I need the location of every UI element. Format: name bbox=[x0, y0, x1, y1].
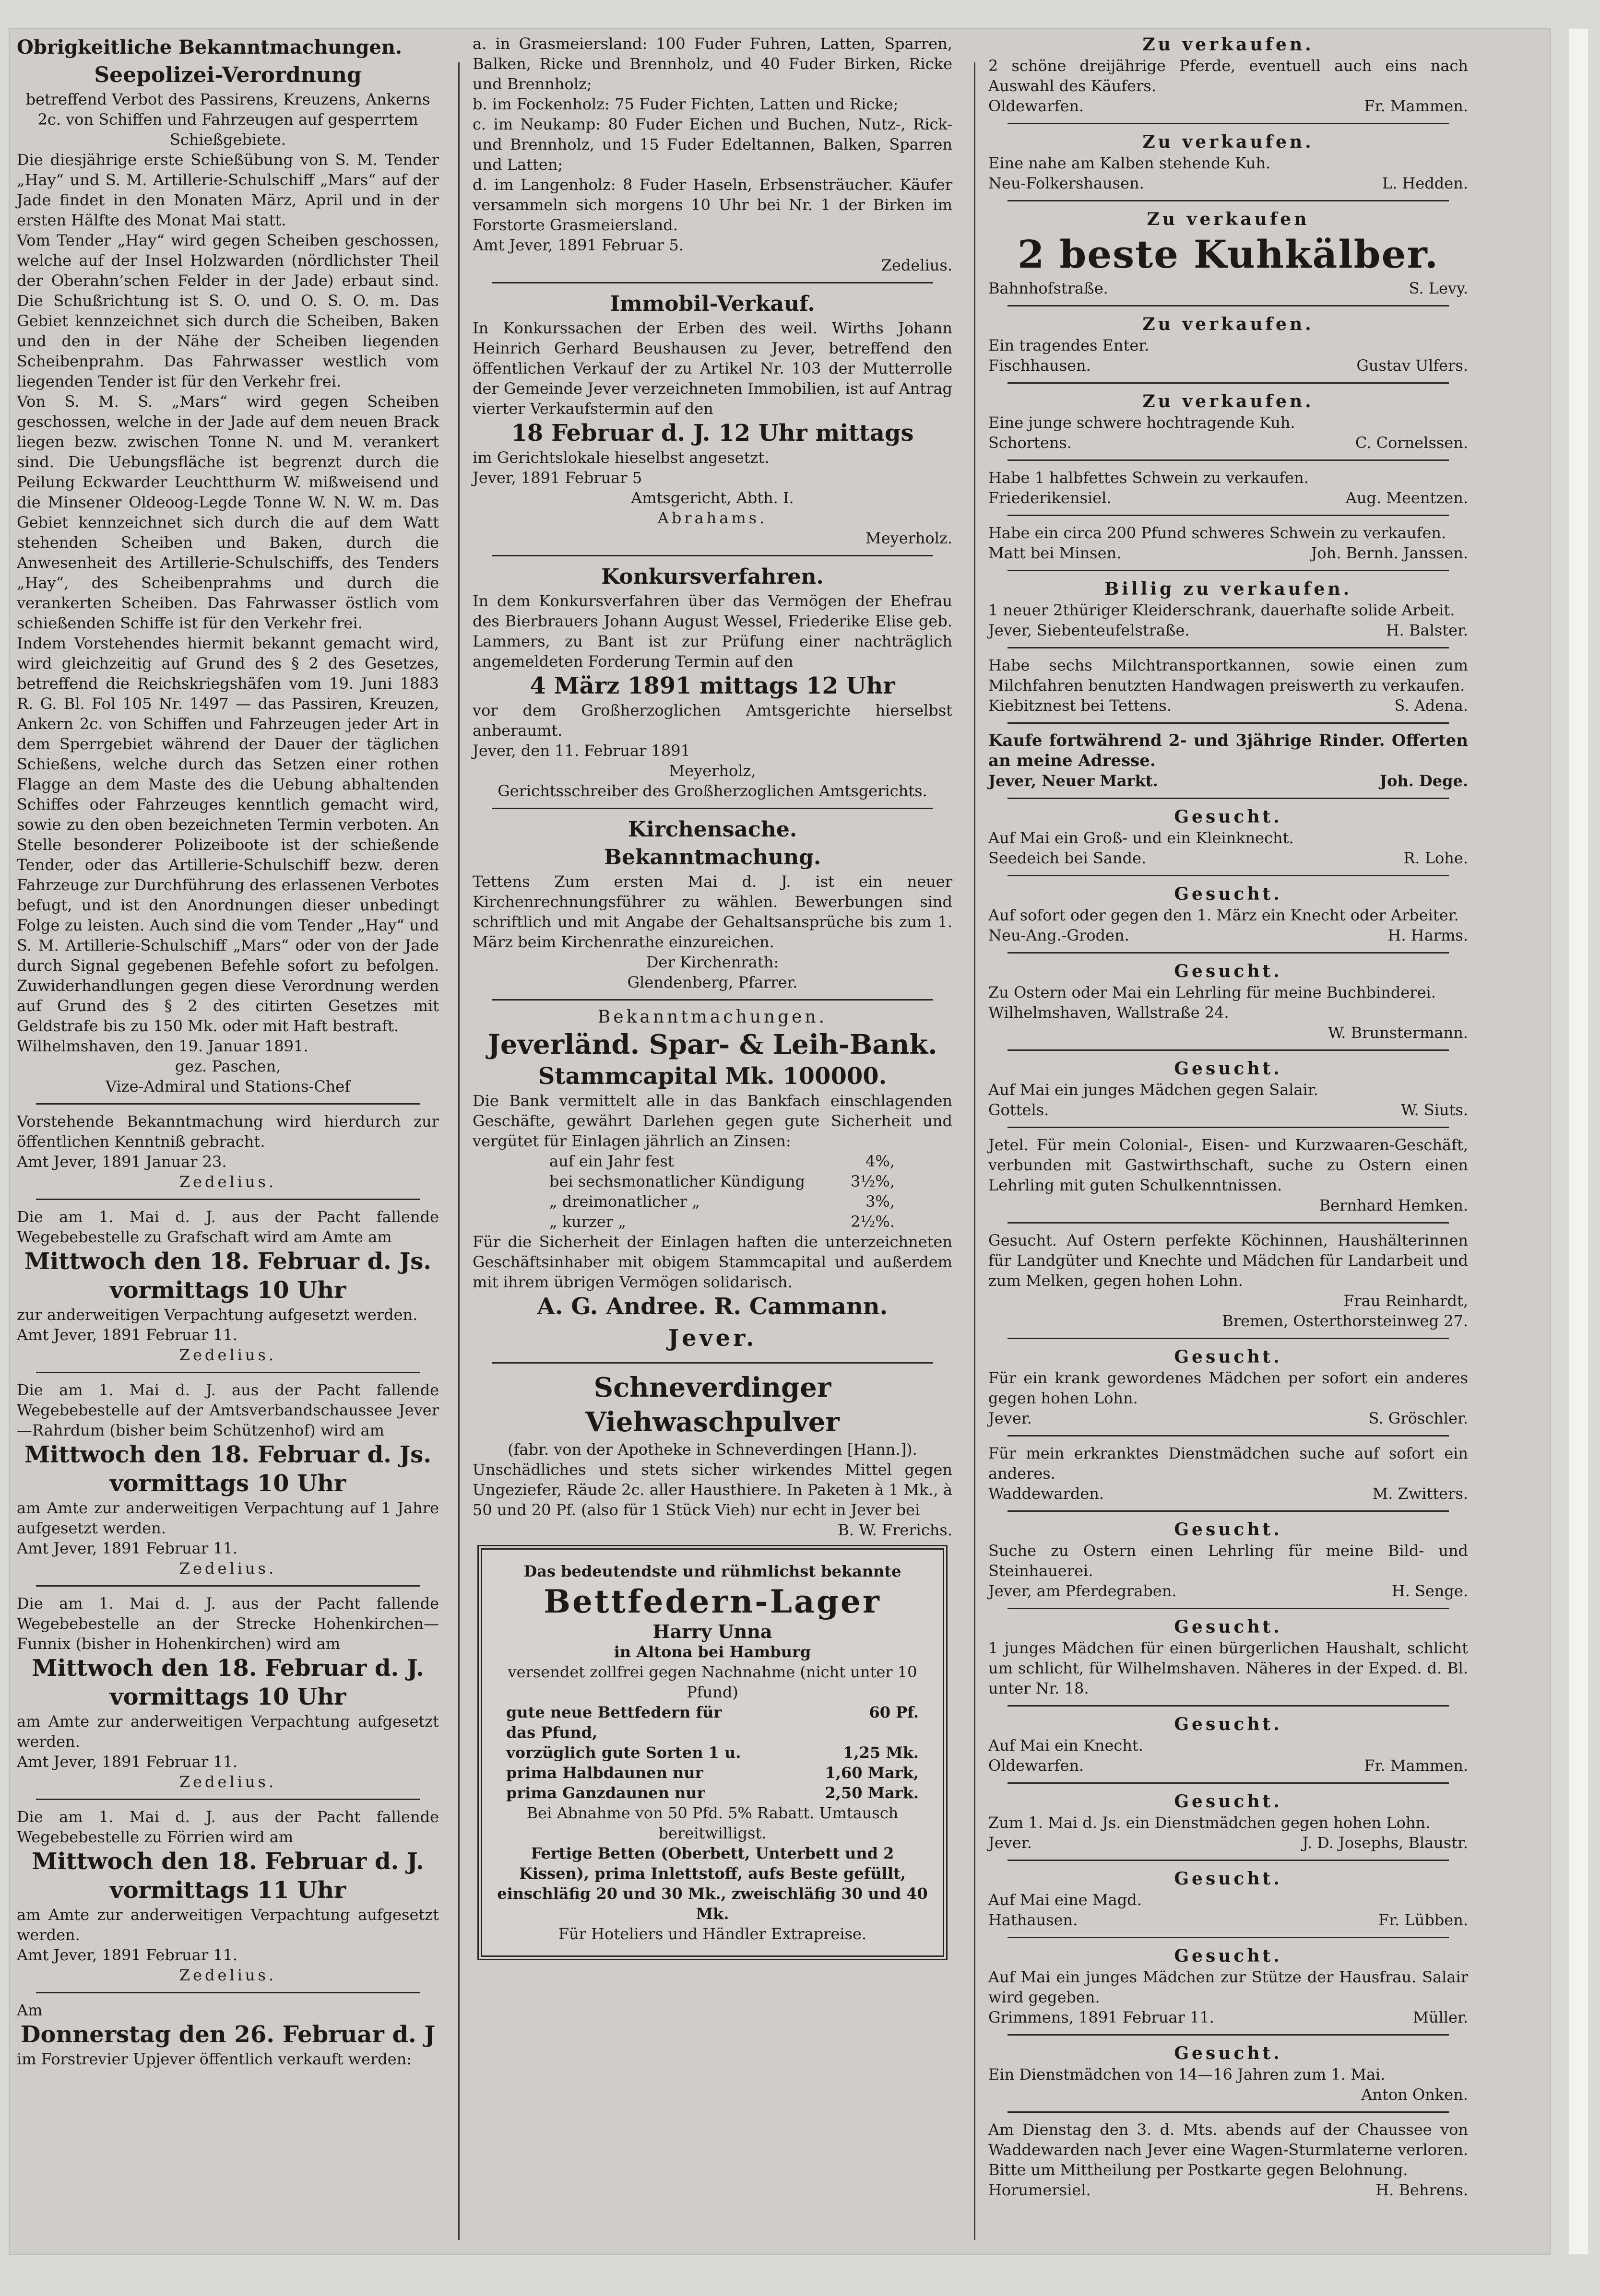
signature: Zedelius. bbox=[179, 1173, 277, 1191]
signature-name: S. Adena. bbox=[1394, 696, 1468, 715]
text-paragraph: Amt Jever, 1891 Februar 11. bbox=[17, 1539, 238, 1557]
signature-row bbox=[988, 1002, 1468, 1023]
text-paragraph: Amt Jever, 1891 Januar 23. bbox=[17, 1153, 227, 1171]
signature-row bbox=[988, 543, 1468, 563]
bettfedern-advertisement bbox=[477, 1545, 948, 1960]
signature-place: Oldewarfen. bbox=[988, 1756, 1084, 1775]
signature-name: J. D. Josephs, Blaustr. bbox=[1302, 1834, 1468, 1852]
ad-heading: Zu verkaufen. bbox=[1142, 391, 1314, 412]
headline-ad: 2 beste Kuhkälber. bbox=[1017, 232, 1439, 277]
signature-name: H. Balster. bbox=[1386, 621, 1468, 639]
highlight-date: Mittwoch den 18. Februar d. Js. bbox=[24, 1248, 432, 1275]
text-paragraph: zur anderweitigen Verpachtung aufgesetzt werden. bbox=[17, 1306, 418, 1324]
separator-rule bbox=[492, 282, 933, 283]
signature-name: Fr. Mammen. bbox=[1364, 97, 1468, 115]
separator-rule bbox=[36, 1585, 420, 1587]
highlight-place: Jever. bbox=[668, 1325, 757, 1352]
separator-rule bbox=[1007, 1510, 1449, 1512]
ad-heading: Gesucht. bbox=[1174, 807, 1282, 827]
price-label: gute neue Bettfedern für bbox=[506, 1703, 722, 1721]
text-paragraph: Auf Mai eine Magd. bbox=[988, 1891, 1142, 1909]
text-paragraph: Habe ein circa 200 Pfund schweres Schwein zu verkaufen. bbox=[988, 524, 1446, 542]
signature: Zedelius. bbox=[179, 1773, 277, 1791]
section-title: Obrigkeitliche Bekanntmachungen. bbox=[17, 36, 402, 59]
rate-label: bei sechsmonatlicher Kündigung bbox=[549, 1172, 806, 1190]
signature-place: Friederikensiel. bbox=[988, 489, 1112, 507]
box-place: in Altona bei Hamburg bbox=[614, 1643, 811, 1661]
rate-label: auf ein Jahr fest bbox=[549, 1152, 674, 1170]
text-paragraph: In dem Konkursverfahren über das Vermögen der Ehefrau des Bierbrauers Johann August Wessel, Friederike Elise geb. Lammers, zu Bant ist zur Prüfung einer nachträglich angemeldeten Forderung Termin auf den bbox=[473, 592, 952, 671]
centered-line: Gerichtsschreiber des Großherzoglichen Amtsgerichts. bbox=[498, 782, 927, 800]
signature-place: Schortens. bbox=[988, 434, 1072, 452]
signature-place: Neu-Ang.-Groden. bbox=[988, 926, 1129, 944]
separator-rule bbox=[1007, 382, 1449, 384]
text-paragraph: Amt Jever, 1891 Februar 11. bbox=[17, 1326, 238, 1344]
ad-heading: Gesucht. bbox=[1174, 1519, 1282, 1540]
separator-rule bbox=[492, 808, 933, 809]
text-paragraph: Tettens Zum ersten Mai d. J. ist ein neuer Kirchenrechnungsführer zu wählen. Bewerbungen sind schriftlich und mit Angabe der Gehaltsansprüche bis zum 1. März beim Kirchenrathe einzureichen. bbox=[473, 872, 952, 951]
signature-place: Waddewarden. bbox=[988, 1484, 1104, 1503]
text-paragraph: Indem Vorstehendes hiermit bekannt gemacht wird, wird gleichzeitig auf Grund des § 2 des Gesetzes, betreffend die Reichskriegshäfen vom 19. Juni 1883 R. G. Bl. Fol 105 Nr. 1497 — das Passiren, Kreuzen, Ankern 2c. von Schiffen und Fahrzeugen jeder Art in dem Sperrgebiet während der Dauer der täglichen Schießens, welche durch das Setzen einer rothen Flagge an dem Maste des die Uebung abhaltenden Schiffes oder Fahrzeuges kenntlich gemacht wird, sowie zu den oben bezeichneten Termin verboten. An Stelle besonderer Polizeiboote ist der schießende Tender, oder das Artillerie-Schulschiff bezw. deren Fahrzeuge zur Durchführung des erlassenen Verbotes befugt, und ist den Anordnungen dieser unbedingt Folge zu leisten. Auch sind die vom Tender „Hay“ und S. M. Artillerie-Schulschiff „Mars“ oder von der Jade durch Signal gegebenen Befehle sofort zu befolgen. Zuwiderhandlungen gegen diese Verordnung werden auf Grund des § 2 des citirten Gesetzes mit Geldstrafe bis zu 150 Mk. oder mit Haft bestraft. bbox=[17, 634, 439, 1035]
highlight-date: Mittwoch den 18. Februar d. J. bbox=[32, 1655, 424, 1682]
text-paragraph: b. im Fockenholz: 75 Fuder Fichten, Latten und Ricke; bbox=[473, 95, 899, 113]
signature-place: Bahnhofstraße. bbox=[988, 279, 1108, 297]
text-paragraph: Gesucht. Auf Ostern perfekte Köchinnen, Haushälterinnen für Landgüter und Knechte und Mädchen für Landarbeit und zum Melken, gegen hohen Lohn. bbox=[988, 1231, 1468, 1290]
text-paragraph: Die diesjährige erste Schießübung von S. M. Tender „Hay“ und S. M. Artillerie-Schulschiff „Mars“ auf der Jade findet in den Monaten März, April und in der ersten Hälfte des Monat Mai statt. bbox=[17, 151, 439, 229]
text-paragraph: Zu Ostern oder Mai ein Lehrling für meine Buchbinderei. bbox=[988, 983, 1436, 1001]
signature-place: Hathausen. bbox=[988, 1911, 1078, 1929]
signature-row bbox=[988, 173, 1468, 193]
signature-name: Joh. Dege. bbox=[1379, 772, 1468, 790]
separator-rule bbox=[1007, 1049, 1449, 1051]
separator-rule bbox=[1007, 1705, 1449, 1707]
signature-row bbox=[988, 771, 1468, 791]
signature-row bbox=[988, 1833, 1468, 1853]
separator-rule bbox=[492, 999, 933, 1001]
text-paragraph: im Gerichtslokale hieselbst angesetzt. bbox=[473, 448, 770, 467]
text-paragraph: Auf Mai ein Groß- und ein Kleinknecht. bbox=[988, 829, 1294, 847]
text-paragraph: Ein Dienstmädchen von 14—16 Jahren zum 1. Mai. bbox=[988, 2065, 1386, 2084]
separator-rule bbox=[36, 1799, 420, 1800]
signature-row bbox=[988, 2007, 1468, 2027]
price-value: 2,50 Mark. bbox=[825, 1784, 919, 1802]
rate-value: 3½%, bbox=[851, 1172, 895, 1190]
signature: Zedelius. bbox=[179, 1966, 277, 1984]
advertiser-name: Schneverdinger Viehwaschpulver bbox=[585, 1372, 840, 1438]
signature-name: W. Siuts. bbox=[1401, 1101, 1468, 1119]
signature-place: Grimmens, 1891 Februar 11. bbox=[988, 2008, 1214, 2026]
text-paragraph: Auf sofort oder gegen den 1. März ein Knecht oder Arbeiter. bbox=[988, 906, 1459, 924]
signature-row bbox=[988, 925, 1468, 945]
signature: Bernhard Hemken. bbox=[1319, 1196, 1468, 1214]
price-value: 60 Pf. bbox=[869, 1703, 919, 1721]
separator-rule bbox=[1007, 1937, 1449, 1938]
text-paragraph: c. im Neukamp: 80 Fuder Eichen und Buchen, Nutz-, Rick- und Brennholz, und 15 Fuder Edeltannen, Balken, Sparren und Latten; bbox=[473, 115, 952, 174]
highlight-date: Mittwoch den 18. Februar d. Js. bbox=[24, 1441, 432, 1468]
text-paragraph: Suche zu Ostern einen Lehrling für meine Bild- und Steinhauerei. bbox=[988, 1542, 1468, 1580]
signature-place: Jever, am Pferdegraben. bbox=[988, 1582, 1177, 1600]
signature-row bbox=[988, 2180, 1468, 2200]
text-paragraph: Jever, den 11. Februar 1891 bbox=[473, 742, 690, 760]
price-row bbox=[497, 1722, 928, 1743]
separator-rule bbox=[1007, 459, 1449, 461]
signature-name: M. Zwitters. bbox=[1372, 1484, 1468, 1503]
text-paragraph: Für die Sicherheit der Einlagen haften die unterzeichneten Geschäftsinhaber mit obigem Stammcapital und außerdem mit ihrem übrigen Vermögen solidarisch. bbox=[473, 1233, 952, 1291]
price-row bbox=[497, 1702, 928, 1722]
signature-row bbox=[988, 1408, 1468, 1428]
text-paragraph: Für ein krank gewordenes Mädchen per sofort ein anderes gegen hohen Lohn. bbox=[988, 1369, 1468, 1407]
signature: Meyerholz. bbox=[865, 529, 952, 547]
highlight-date: 4 März 1891 mittags 12 Uhr bbox=[530, 672, 895, 699]
rate-value: 3%, bbox=[865, 1192, 895, 1211]
text-paragraph: 1 junges Mädchen für einen bürgerlichen Haushalt, schlicht um schlicht, für Wilhelmshaven. Näheres in der Exped. d. Bl. unter Nr. 18. bbox=[988, 1639, 1468, 1697]
signature-place: Jever, Neuer Markt. bbox=[988, 772, 1158, 790]
notice-heading: Konkursverfahren. bbox=[601, 565, 824, 589]
separator-rule bbox=[1007, 1127, 1449, 1128]
bold-paragraph: Kaufe fortwährend 2- und 3jährige Rinder. Offerten an meine Adresse. bbox=[988, 731, 1468, 770]
text-paragraph: Am Dienstag den 3. d. Mts. abends auf der Chaussee von Waddewarden nach Jever eine Wagen-Sturmlaterne verloren. Bitte um Mittheilung per Postkarte gegen Belohnung. bbox=[988, 2120, 1468, 2179]
rate-value: 4%, bbox=[865, 1152, 895, 1170]
column-rule-2 bbox=[974, 62, 975, 2240]
separator-rule bbox=[1007, 1435, 1449, 1436]
highlight-date: Donnerstag den 26. Februar d. J bbox=[20, 2021, 436, 2048]
ad-heading: Billig zu verkaufen. bbox=[1104, 579, 1352, 599]
signature-row bbox=[988, 1484, 1468, 1504]
signature-name: Gustav Ulfers. bbox=[1356, 356, 1468, 375]
signature: Zedelius. bbox=[881, 256, 952, 274]
ad-heading: Zu verkaufen bbox=[1147, 209, 1310, 229]
ad-heading: Gesucht. bbox=[1174, 1946, 1282, 1966]
centered-line: Glendenberg, Pfarrer. bbox=[627, 973, 798, 991]
rate-value: 2½%. bbox=[851, 1213, 895, 1231]
text-paragraph: am Amte zur anderweitigen Verpachtung aufgesetzt werden. bbox=[17, 1906, 439, 1944]
text-paragraph: Amt Jever, 1891 Februar 11. bbox=[17, 1946, 238, 1964]
text-paragraph: Eine junge schwere hochtragende Kuh. bbox=[988, 413, 1295, 432]
interest-rate-row bbox=[473, 1151, 952, 1171]
text-paragraph: am Amte zur anderweitigen Verpachtung auf 1 Jahre aufgesetzt werden. bbox=[17, 1499, 439, 1537]
text-paragraph: a. in Grasmeiersland: 100 Fuder Fuhren, Latten, Sparren, Balken, Ricke und Brennholz, und 40 Fuder Birken, Ricke und Brennholz; bbox=[473, 35, 952, 93]
highlight-date: Stammcapital Mk. 100000. bbox=[538, 1063, 887, 1090]
centered-line: betreffend Verbot des Passirens, Kreuzens, Ankerns 2c. von Schiffen und Fahrzeugen auf gesperrtem Schießgebiete. bbox=[25, 90, 430, 149]
signature-name: H. Senge. bbox=[1391, 1582, 1468, 1600]
signature-row bbox=[988, 1581, 1468, 1601]
box-shipping: versendet zollfrei gegen Nachnahme (nicht unter 10 Pfund) bbox=[508, 1663, 917, 1701]
box-title: Bettfedern-Lager bbox=[544, 1583, 881, 1620]
text-paragraph: im Forstrevier Upjever öffentlich verkauft werden: bbox=[17, 2050, 412, 2068]
separator-rule bbox=[1007, 1608, 1449, 1609]
text-paragraph: Am bbox=[17, 2001, 43, 2019]
text-paragraph: Die Bank vermittelt alle in das Bankfach einschlagenden Geschäfte, gewährt Darlehen gegen gute Sicherheit und vergütet für Einlagen jährlich an Zinsen: bbox=[473, 1092, 952, 1150]
advertiser-name: Jeverländ. Spar- & Leih-Bank. bbox=[487, 1029, 937, 1060]
signature-name: Fr. Mammen. bbox=[1364, 1756, 1468, 1775]
signature: W. Brunstermann. bbox=[1328, 1024, 1468, 1042]
highlight-date: A. G. Andree. R. Cammann. bbox=[537, 1293, 888, 1320]
price-label: vorzüglich gute Sorten 1 u. bbox=[506, 1743, 741, 1762]
signature-name: H. Harms. bbox=[1387, 926, 1468, 944]
signature-name: H. Behrens. bbox=[1375, 2181, 1468, 2199]
signature-place: Jever, Siebenteufelstraße. bbox=[988, 621, 1190, 639]
separator-rule bbox=[1007, 200, 1449, 201]
separator-rule bbox=[1007, 305, 1449, 306]
text-paragraph: Die am 1. Mai d. J. aus der Pacht fallende Wegebebestelle zu Förrien wird am bbox=[17, 1808, 439, 1846]
text-paragraph: Auf Mai ein junges Mädchen zur Stütze der Hausfrau. Salair wird gegeben. bbox=[988, 1968, 1468, 2006]
centered-line: (fabr. von der Apotheke in Schneverdingen [Hann.]). bbox=[508, 1440, 917, 1459]
highlight-date: vormittags 11 Uhr bbox=[109, 1877, 346, 1904]
signature: Zedelius. bbox=[179, 1559, 277, 1578]
box-price-list bbox=[497, 1702, 928, 1803]
text-paragraph: 1 neuer 2thüriger Kleiderschrank, dauerhafte solide Arbeit. bbox=[988, 601, 1455, 619]
interest-rate-row bbox=[473, 1212, 952, 1232]
ad-heading: Gesucht. bbox=[1174, 1617, 1282, 1637]
separator-rule bbox=[1007, 952, 1449, 954]
signature-name: S. Gröschler. bbox=[1368, 1409, 1468, 1427]
rate-label: „ dreimonatlicher „ bbox=[549, 1192, 700, 1211]
signature-place: Matt bei Minsen. bbox=[988, 544, 1122, 562]
highlight-date: vormittags 10 Uhr bbox=[109, 1684, 346, 1710]
signature-name: L. Hedden. bbox=[1382, 174, 1468, 192]
signature: Anton Onken. bbox=[1361, 2085, 1468, 2104]
signature-place: Fischhausen. bbox=[988, 356, 1091, 375]
text-paragraph: Von S. M. S. „Mars“ wird gegen Scheiben geschossen, welche in der Jade auf dem neuen Brack liegen bezw. zwischen Tonne N. und M. verankert sind. Die Uebungsfläche ist begrenzt durch die Peilung Eckwarder Leuchtthurm W. mißweisend und die Minsener Oldeoog-Legde Tonne W. N. W. m. Das Gebiet kennzeichnet sich durch die auf dem Watt stehenden Scheiben und Baken, durch die Anwesenheit des Artillerie-Schulschiffs, des Tenders „Hay“, des Scheibenprahms und durch die verankerten Scheiben. Das Fahrwasser östlich vom schießenden Schiffe ist für den Verkehr frei. bbox=[17, 392, 439, 632]
ad-heading: Gesucht. bbox=[1174, 884, 1282, 904]
column-official-notices bbox=[17, 34, 439, 2069]
signature-name: Müller. bbox=[1413, 2008, 1468, 2026]
signature: B. W. Frerichs. bbox=[838, 1521, 952, 1539]
text-paragraph: Vom Tender „Hay“ wird gegen Scheiben geschossen, welche auf der Insel Holzwarden (nördlichster Theil der Oberahn’schen Felder in der Jade) erbaut sind. Die Schußrichtung ist S. O. und O. S. O. m. Das Gebiet kennzeichnet sich durch die Scheiben, Baken und den in der Nähe der Scheiben liegenden Scheibenprahm. Das Fahrwasser westlich vom liegenden Tender ist für den Verkehr frei. bbox=[17, 231, 439, 390]
signature: Frau Reinhardt, bbox=[1343, 1292, 1468, 1310]
signature-place: Jever. bbox=[988, 1409, 1032, 1427]
notice-heading: Kirchensache. bbox=[628, 817, 797, 842]
interest-rate-row bbox=[473, 1191, 952, 1212]
signature-row bbox=[988, 1755, 1468, 1776]
separator-rule bbox=[1007, 2111, 1449, 2113]
signature-row bbox=[988, 1100, 1468, 1120]
centered-line: Vize-Admiral und Stations-Chef bbox=[105, 1077, 351, 1095]
ad-heading: Gesucht. bbox=[1174, 1347, 1282, 1367]
section-subtitle: Bekanntmachungen. bbox=[597, 1007, 828, 1027]
signature-name: R. Lohe. bbox=[1403, 849, 1468, 867]
ad-heading: Gesucht. bbox=[1174, 961, 1282, 981]
text-paragraph: Amt Jever, 1891 Februar 5. bbox=[473, 236, 684, 254]
centered-line: gez. Paschen, bbox=[175, 1057, 281, 1075]
signature-place: Jever. bbox=[988, 1834, 1032, 1852]
centered-line: Meyerholz, bbox=[669, 762, 756, 780]
box-footer: Für Hoteliers und Händler Extrapreise. bbox=[558, 1925, 867, 1943]
signature-name: C. Cornelssen. bbox=[1355, 434, 1468, 452]
signature-row bbox=[988, 96, 1468, 116]
signature-row bbox=[988, 278, 1468, 298]
price-value: 1,60 Mark, bbox=[825, 1764, 919, 1782]
box-line1: Das bedeutendste und rühmlichst bekannte bbox=[523, 1562, 901, 1580]
text-paragraph: Eine nahe am Kalben stehende Kuh. bbox=[988, 154, 1271, 172]
text-paragraph: Für mein erkranktes Dienstmädchen suche auf sofort ein anderes. bbox=[988, 1444, 1468, 1483]
rate-label: „ kurzer „ bbox=[549, 1213, 626, 1231]
signature-place: Kiebitznest bei Tettens. bbox=[988, 696, 1172, 715]
ad-heading: Gesucht. bbox=[1174, 1791, 1282, 1812]
box-beds: Fertige Betten (Oberbett, Unterbett und 2 Kissen), prima Inlettstoff, aufs Beste gefüllt, einschläfig 20 und 30 Mk., zweischläfig 30 und 40 Mk. bbox=[497, 1844, 928, 1923]
centered-line: Der Kirchenrath: bbox=[646, 953, 779, 971]
text-paragraph: Wilhelmshaven, den 19. Januar 1891. bbox=[17, 1037, 308, 1055]
text-paragraph: Unschädliches und stets sicher wirkendes Mittel gegen Ungeziefer, Räude 2c. aller Hausthiere. In Paketen à 1 Mk., à 50 und 20 Pf. (also für 1 Stück Vieh) nur echt in Jever bei bbox=[473, 1460, 952, 1519]
text-paragraph: Habe sechs Milchtransportkannen, sowie einen zum Milchfahren benutzten Handwagen preiswerth zu verkaufen. bbox=[988, 656, 1468, 695]
ad-heading: Gesucht. bbox=[1174, 1059, 1282, 1079]
text-paragraph: d. im Langenholz: 8 Fuder Haseln, Erbsensträucher. Käufer versammeln sich morgens 10 Uhr bei Nr. 1 der Birken im Forstorte Grasmeiersland. bbox=[473, 176, 952, 234]
text-paragraph: Ein tragendes Enter. bbox=[988, 336, 1150, 354]
separator-rule bbox=[1007, 1338, 1449, 1339]
price-row bbox=[497, 1783, 928, 1803]
signature-place: Horumersiel. bbox=[988, 2181, 1091, 2199]
notice-heading: Immobil-Verkauf. bbox=[610, 292, 815, 316]
separator-rule bbox=[1007, 798, 1449, 799]
text-paragraph: Jever, 1891 Februar 5 bbox=[473, 469, 642, 487]
signature-name: Fr. Lübben. bbox=[1378, 1911, 1468, 1929]
price-label: prima Ganzdaunen nur bbox=[506, 1784, 705, 1802]
text-paragraph: Vorstehende Bekanntmachung wird hierdurch zur öffentlichen Kenntniß gebracht. bbox=[17, 1112, 439, 1151]
price-label: das Pfund, bbox=[506, 1723, 598, 1742]
separator-rule bbox=[1007, 2034, 1449, 2036]
separator-rule bbox=[36, 1199, 420, 1200]
interest-rate-row bbox=[473, 1171, 952, 1191]
price-value: 1,25 Mk. bbox=[843, 1743, 919, 1762]
column-classifieds bbox=[988, 34, 1468, 2200]
separator-rule bbox=[1007, 1860, 1449, 1861]
box-name: Harry Unna bbox=[652, 1621, 772, 1642]
notice-heading: Bekanntmachung. bbox=[604, 845, 821, 870]
text-paragraph: Habe 1 halbfettes Schwein zu verkaufen. bbox=[988, 469, 1309, 487]
separator-rule bbox=[1007, 1782, 1449, 1784]
ad-heading: Gesucht. bbox=[1174, 1714, 1282, 1734]
signature-row bbox=[988, 488, 1468, 508]
text-paragraph: Amt Jever, 1891 Februar 11. bbox=[17, 1753, 238, 1771]
separator-rule bbox=[1007, 722, 1449, 724]
signature-place: Oldewarfen. bbox=[988, 97, 1084, 115]
text-paragraph: am Amte zur anderweitigen Verpachtung aufgesetzt werden. bbox=[17, 1712, 439, 1751]
text-paragraph: Auf Mai ein junges Mädchen gegen Salair. bbox=[988, 1081, 1318, 1099]
signature: Bremen, Osterthorsteinweg 27. bbox=[1222, 1312, 1468, 1330]
highlight-date: vormittags 10 Uhr bbox=[109, 1470, 346, 1497]
signature-row bbox=[988, 848, 1468, 868]
text-paragraph: Die am 1. Mai d. J. aus der Pacht fallende Wegebebestelle auf der Amtsverbandschaussee Jever—Rahrdum (bisher beim Schützenhof) wird am bbox=[17, 1381, 439, 1439]
signature-row bbox=[988, 695, 1468, 716]
price-row bbox=[497, 1743, 928, 1763]
separator-rule bbox=[492, 555, 933, 556]
separator-rule bbox=[1007, 1222, 1449, 1224]
ad-heading: Zu verkaufen. bbox=[1142, 314, 1314, 334]
ad-heading: Zu verkaufen. bbox=[1142, 35, 1314, 55]
text-paragraph: Die am 1. Mai d. J. aus der Pacht fallende Wegebebestelle an der Strecke Hohenkirchen—Funnix (bisher in Hohenkirchen) wird am bbox=[17, 1594, 439, 1653]
page-edge bbox=[1569, 29, 1588, 2254]
highlight-date: vormittags 10 Uhr bbox=[109, 1277, 346, 1304]
separator-rule bbox=[1007, 515, 1449, 516]
separator-rule bbox=[36, 1103, 420, 1105]
centered-line: Amtsgericht, Abth. I. bbox=[631, 489, 794, 507]
ad-heading: Zu verkaufen. bbox=[1142, 132, 1314, 152]
text-paragraph: Jetel. Für mein Colonial-, Eisen- und Kurzwaaren-Geschäft, verbunden mit Gastwirthschaft, suche zu Ostern einen Lehrling mit guten Schulkenntnissen. bbox=[988, 1136, 1468, 1194]
signature-row bbox=[988, 433, 1468, 453]
text-paragraph: In Konkurssachen der Erben des weil. Wirths Johann Heinrich Gerhard Beushausen zu Jever, betreffend den öffentlichen Verkauf der zu Artikel Nr. 103 der Mutterrolle der Gemeinde Jever verzeichneten Immobilien, ist auf Antrag vierter Verkaufstermin auf den bbox=[473, 319, 952, 418]
signature-row bbox=[988, 355, 1468, 376]
text-paragraph: Zum 1. Mai d. Js. ein Dienstmädchen gegen hohen Lohn. bbox=[988, 1813, 1431, 1832]
signature-name: Joh. Bernh. Janssen. bbox=[1311, 544, 1468, 562]
separator-rule bbox=[36, 1372, 420, 1373]
ad-heading: Gesucht. bbox=[1174, 2043, 1282, 2063]
signature-place: Seedeich bei Sande. bbox=[988, 849, 1147, 867]
separator-rule bbox=[1007, 123, 1449, 124]
signature: Abrahams. bbox=[657, 509, 768, 527]
text-paragraph: vor dem Großherzoglichen Amtsgerichte hierselbst anberaumt. bbox=[473, 701, 952, 740]
notice-heading: Seepolizei-Verordnung bbox=[94, 63, 362, 87]
signature-place: Gottels. bbox=[988, 1101, 1049, 1119]
separator-rule bbox=[1007, 570, 1449, 571]
text-paragraph: Die am 1. Mai d. J. aus der Pacht fallende Wegebebestelle zu Grafschaft wird am Amte am bbox=[17, 1208, 439, 1246]
signature-place: Wilhelmshaven, Wallstraße 24. bbox=[988, 1003, 1229, 1022]
separator-rule bbox=[36, 1992, 420, 1993]
price-label: prima Halbdaunen nur bbox=[506, 1764, 703, 1782]
price-row bbox=[497, 1763, 928, 1783]
text-paragraph: Auf Mai ein Knecht. bbox=[988, 1736, 1143, 1754]
box-rebate: Bei Abnahme von 50 Pfd. 5% Rabatt. Umtausch bereitwilligst. bbox=[526, 1804, 899, 1842]
highlight-date: Mittwoch den 18. Februar d. J. bbox=[32, 1848, 424, 1875]
text-paragraph: 2 schöne dreijährige Pferde, eventuell auch eins nach Auswahl des Käufers. bbox=[988, 57, 1468, 95]
signature-row bbox=[988, 620, 1468, 640]
ad-heading: Gesucht. bbox=[1174, 1869, 1282, 1889]
signature-name: S. Levy. bbox=[1409, 279, 1468, 297]
separator-rule bbox=[1007, 647, 1449, 648]
signature: Zedelius. bbox=[179, 1346, 277, 1364]
column-sales-and-banks bbox=[473, 34, 952, 1965]
column-rule-1 bbox=[458, 62, 460, 2240]
separator-rule bbox=[1007, 875, 1449, 876]
signature-name: Aug. Meentzen. bbox=[1345, 489, 1468, 507]
signature-place: Neu-Folkershausen. bbox=[988, 174, 1144, 192]
signature-row bbox=[988, 1910, 1468, 1930]
separator-rule bbox=[492, 1362, 933, 1364]
highlight-date: 18 Februar d. J. 12 Uhr mittags bbox=[511, 420, 914, 447]
column-2-items bbox=[473, 34, 952, 1540]
